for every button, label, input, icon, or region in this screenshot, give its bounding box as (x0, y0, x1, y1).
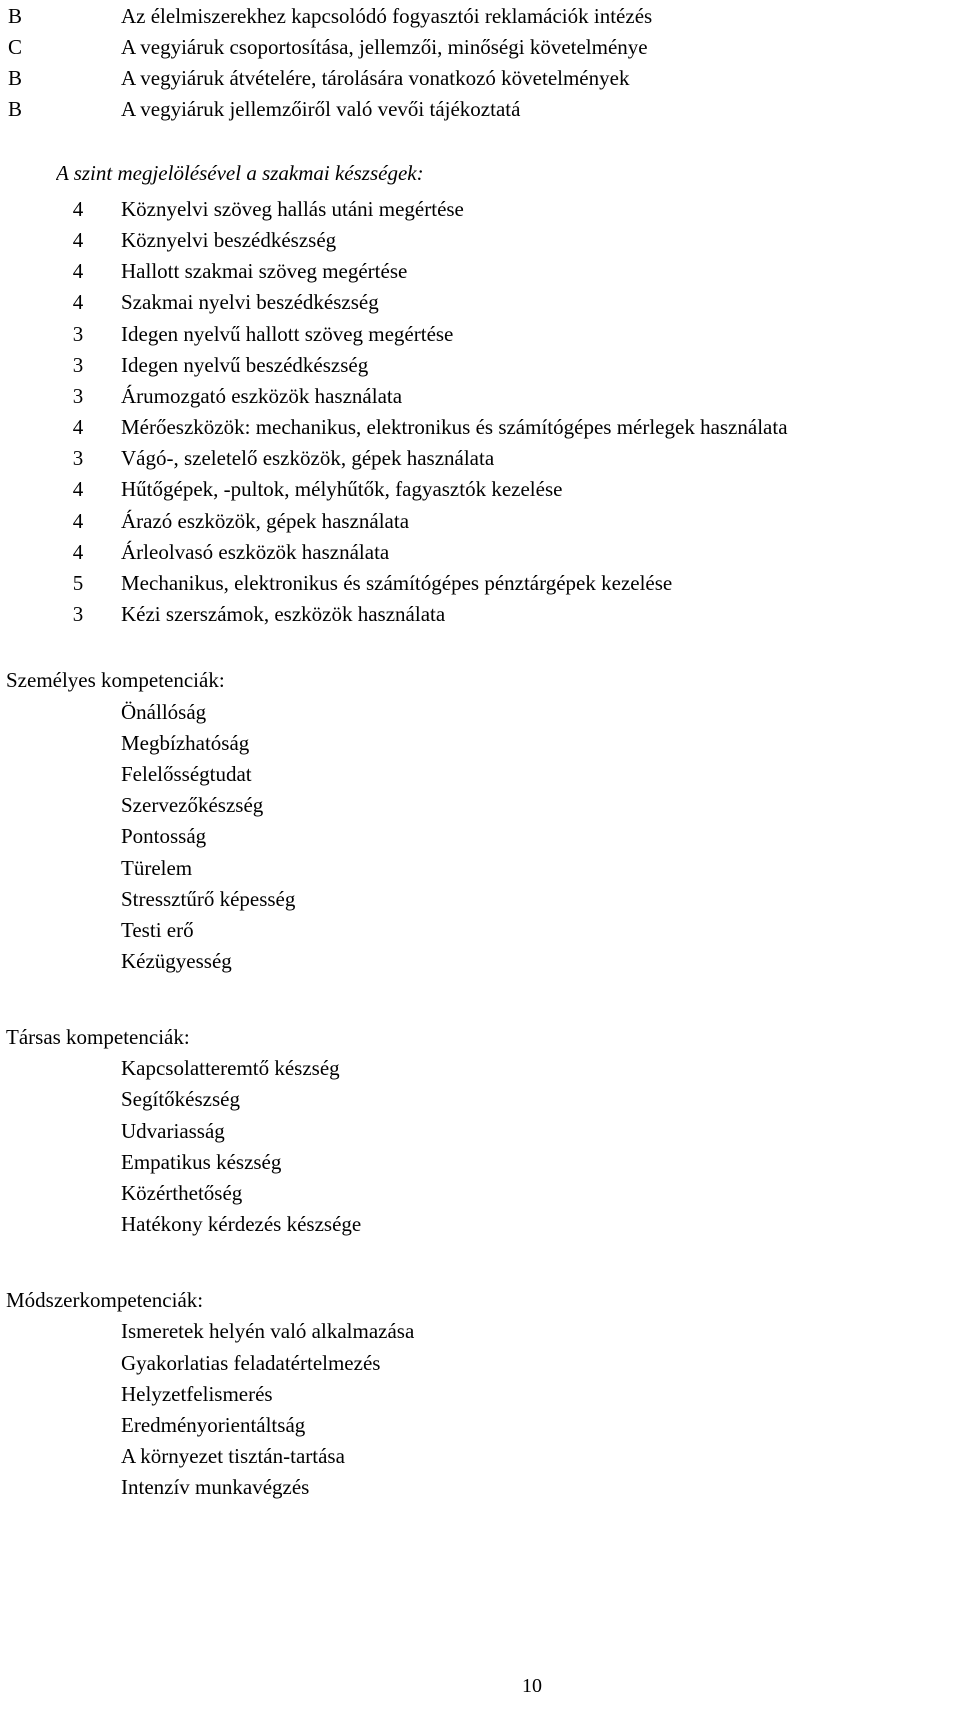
list-item: Intenzív munkavégzés (121, 1475, 310, 1499)
personal-competencies-heading: Személyes kompetenciák: (6, 668, 225, 692)
knowledge-text: A vegyiáruk jellemzőiről való vevői tájékoztatá (121, 97, 521, 121)
skill-level: 4 (72, 509, 84, 533)
knowledge-level-code: B (8, 4, 23, 28)
list-item: Empatikus készség (121, 1150, 282, 1174)
skill-text: Mechanikus, elektronikus és számítógépes pénztárgépek kezelése (121, 571, 673, 595)
page-number: 10 (522, 1675, 542, 1697)
method-competencies-heading: Módszerkompetenciák: (6, 1288, 204, 1312)
skill-level: 4 (72, 197, 84, 221)
list-item: Segítőkészség (121, 1087, 240, 1111)
skill-level: 4 (72, 415, 84, 439)
skill-text: Mérőeszközök: mechanikus, elektronikus és számítógépes mérlegek használata (121, 415, 788, 439)
list-item: Türelem (121, 856, 193, 880)
list-item: Testi erő (121, 918, 194, 942)
skill-level: 4 (72, 477, 84, 501)
skill-text: Köznyelvi szöveg hallás utáni megértése (121, 197, 464, 221)
list-item: Kézügyesség (121, 949, 232, 973)
list-item: A környezet tisztán-tartása (121, 1444, 345, 1468)
knowledge-text: Az élelmiszerekhez kapcsolódó fogyasztói reklamációk intézés (121, 4, 653, 28)
skill-text: Szakmai nyelvi beszédkészség (121, 290, 379, 314)
skill-level: 5 (72, 571, 84, 595)
list-item: Felelősségtudat (121, 762, 252, 786)
skill-level: 4 (72, 228, 84, 252)
list-item: Helyzetfelismerés (121, 1382, 273, 1406)
list-item: Megbízhatóság (121, 731, 250, 755)
skill-text: Idegen nyelvű beszédkészség (121, 353, 369, 377)
social-competencies-heading: Társas kompetenciák: (6, 1025, 190, 1049)
skills-heading: A szint megjelölésével a szakmai készségek: (56, 161, 424, 185)
list-item: Kapcsolatteremtő készség (121, 1056, 340, 1080)
knowledge-text: A vegyiáruk átvételére, tárolására vonatkozó követelmények (121, 66, 630, 90)
list-item: Szervezőkészség (121, 793, 264, 817)
skill-level: 4 (72, 540, 84, 564)
knowledge-text: A vegyiáruk csoportosítása, jellemzői, minőségi követelménye (121, 35, 648, 59)
list-item: Stressztűrő képesség (121, 887, 296, 911)
skill-text: Hallott szakmai szöveg megértése (121, 259, 408, 283)
skill-text: Árleolvasó eszközök használata (121, 540, 390, 564)
skill-text: Hűtőgépek, -pultok, mélyhűtők, fagyasztók kezelése (121, 477, 563, 501)
skill-level: 3 (72, 446, 84, 470)
skill-level: 4 (72, 290, 84, 314)
skill-text: Árazó eszközök, gépek használata (121, 509, 410, 533)
knowledge-level-code: B (8, 66, 23, 90)
skill-text: Vágó-, szeletelő eszközök, gépek használata (121, 446, 495, 470)
skill-level: 3 (72, 384, 84, 408)
list-item: Közérthetőség (121, 1181, 243, 1205)
list-item: Eredményorientáltság (121, 1413, 306, 1437)
skill-level: 3 (72, 322, 84, 346)
skill-level: 4 (72, 259, 84, 283)
skill-text: Árumozgató eszközök használata (121, 384, 403, 408)
list-item: Pontosság (121, 824, 207, 848)
skill-level: 3 (72, 353, 84, 377)
list-item: Hatékony kérdezés készsége (121, 1212, 362, 1236)
list-item: Gyakorlatias feladatértelmezés (121, 1351, 381, 1375)
list-item: Önállóság (121, 700, 207, 724)
skill-text: Kézi szerszámok, eszközök használata (121, 602, 446, 626)
list-item: Udvariasság (121, 1119, 225, 1143)
skill-level: 3 (72, 602, 84, 626)
knowledge-level-code: B (8, 97, 23, 121)
list-item: Ismeretek helyén való alkalmazása (121, 1319, 415, 1343)
skill-text: Köznyelvi beszédkészség (121, 228, 337, 252)
knowledge-level-code: C (8, 35, 23, 59)
skill-text: Idegen nyelvű hallott szöveg megértése (121, 322, 454, 346)
